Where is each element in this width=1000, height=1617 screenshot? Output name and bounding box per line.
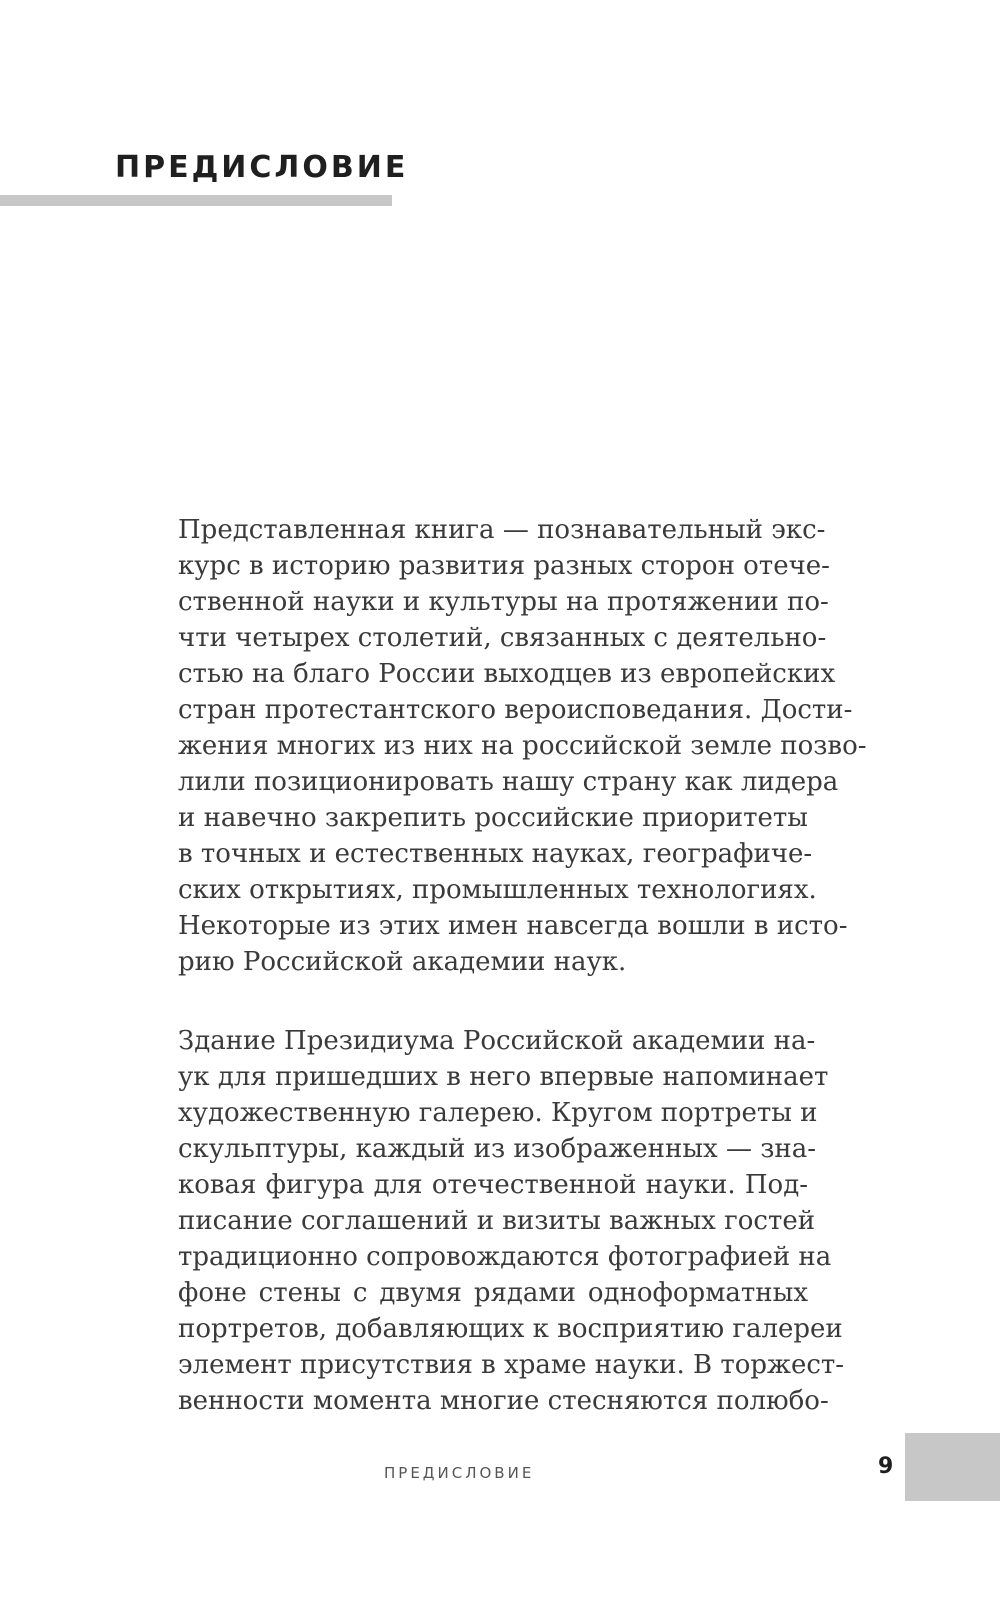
text-line: Представленная книга — познавательный экс-: [178, 515, 826, 545]
text-line: фоне стены с двумя рядами одноформатных: [178, 1278, 808, 1308]
page-number: 9: [878, 1454, 894, 1479]
paragraph-1: [178, 512, 867, 980]
text-line: рию Российской академии наук.: [178, 947, 627, 977]
text-line: в точных и естественных науках, географиче-: [178, 839, 813, 869]
text-line: скульптуры, каждый из изображенных — зна-: [178, 1134, 817, 1164]
paragraph-2: [178, 1023, 845, 1419]
text-line: лили позиционировать нашу страну как лидера: [178, 767, 839, 797]
text-line: ковая фигура для отечественной науки. Под-: [178, 1170, 808, 1200]
text-line: ук для пришедших в него впервые напоминает: [178, 1062, 829, 1092]
text-line: жения многих из них на российской земле позво-: [178, 731, 867, 761]
chapter-title: ПРЕДИСЛОВИЕ: [115, 150, 409, 185]
text-line: традиционно сопровождаются фотографией на: [178, 1242, 832, 1272]
text-line: Здание Президиума Российской академии на-: [178, 1026, 816, 1056]
text-line: портретов, добавляющих к восприятию галереи: [178, 1314, 843, 1344]
text-line: Некоторые из этих имен навсегда вошли в исто-: [178, 911, 848, 941]
page-thumb-tab: [905, 1433, 1000, 1501]
text-line: элемент присутствия в храме науки. В торжест-: [178, 1350, 845, 1380]
text-line: ственной науки и культуры на протяжении по-: [178, 587, 829, 617]
text-line: венности момента многие стесняются полюбо-: [178, 1386, 829, 1416]
text-line: чти четырех столетий, связанных с деятельно-: [178, 623, 827, 653]
text-line: стран протестантского вероисповедания. Дости-: [178, 695, 853, 725]
title-underline-bar: [0, 195, 392, 206]
text-line: стью на благо России выходцев из европейских: [178, 659, 836, 689]
text-line: ских открытиях, промышленных технологиях.: [178, 875, 817, 905]
text-line: художественную галерею. Кругом портреты и: [178, 1098, 818, 1128]
text-line: и навечно закрепить российские приоритеты: [178, 803, 808, 833]
running-head: ПРЕДИСЛОВИЕ: [384, 1464, 535, 1482]
text-line: писание соглашений и визиты важных гостей: [178, 1206, 816, 1236]
text-line: курс в историю развития разных сторон отече-: [178, 551, 830, 581]
